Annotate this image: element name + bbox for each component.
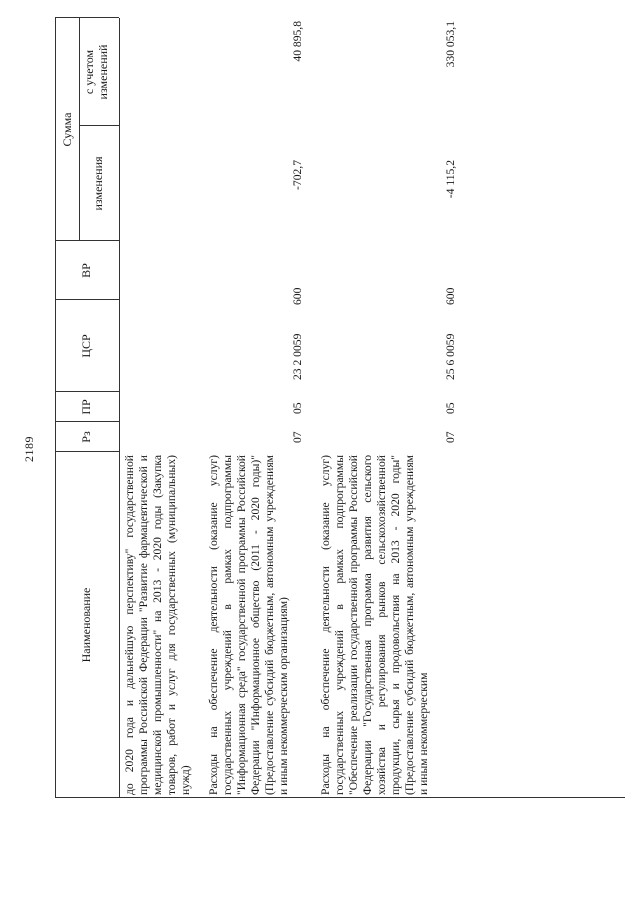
header-bottom-line bbox=[119, 18, 120, 798]
row-name: Расходы на обеспечение деятельности (оказание услуг) государственных учреждений в рамках подпрограммы "Обеспечение реализации государственной программы Российской Федерации "Государственная программа развития сельского хозяйства и регулирования рынков сельскохозяйственной продукции, сырья и продовольствия на 2013 - 2020 годы" (Предоставление субсидий бюджетным, автономным учреждениям и иным некоммерческим bbox=[319, 455, 430, 795]
row-name: Расходы на обеспечение деятельности (оказание услуг) государственных учреждений в рамках подпрограммы "Информационная среда" государственной программы Российской Федерации "Информационное общество (2011 - 2020 годы)" (Предоставление субсидий бюджетным, автономным учреждениям и иным некоммерческим организациям) bbox=[207, 455, 290, 795]
budget-table bbox=[55, 18, 625, 798]
row-csr: 23 2 0059 bbox=[291, 333, 304, 380]
header-vr: ВР bbox=[79, 263, 93, 278]
row-vr: 600 bbox=[444, 287, 457, 305]
row-pr: 05 bbox=[444, 402, 457, 414]
header-csr: ЦСР bbox=[79, 334, 93, 358]
table-border-left bbox=[55, 797, 625, 798]
header-rz: Рз bbox=[79, 431, 93, 443]
row-pr: 05 bbox=[291, 402, 304, 414]
row-change: -702,7 bbox=[291, 160, 304, 190]
header-change: изменения bbox=[91, 156, 105, 211]
header-with-changes: с учетом изменений bbox=[82, 44, 110, 100]
row-with-changes: 40 895,8 bbox=[291, 21, 304, 62]
page-number: 2189 bbox=[22, 436, 36, 462]
row-csr: 25 6 0059 bbox=[444, 333, 457, 380]
sum-subheader-line bbox=[79, 18, 80, 241]
table-border-top bbox=[55, 18, 56, 798]
row-name: до 2020 года и дальнейшую перспективу" государственной программы Российской Федерации "Развитие фармацевтической и медицинской промышленности" на 2013 - 2020 годы (Закупка товаров, работ и услуг для государственных (муниципальных) нужд) bbox=[123, 455, 192, 795]
row-rz: 07 bbox=[444, 431, 457, 443]
row-change: -4 115,2 bbox=[444, 160, 457, 199]
header-name: Наименование bbox=[79, 587, 93, 663]
header-sum: Сумма bbox=[60, 112, 74, 147]
row-with-changes: 330 053,1 bbox=[444, 21, 457, 68]
header-pr: ПР bbox=[79, 399, 93, 415]
row-rz: 07 bbox=[291, 431, 304, 443]
row-vr: 600 bbox=[291, 287, 304, 305]
